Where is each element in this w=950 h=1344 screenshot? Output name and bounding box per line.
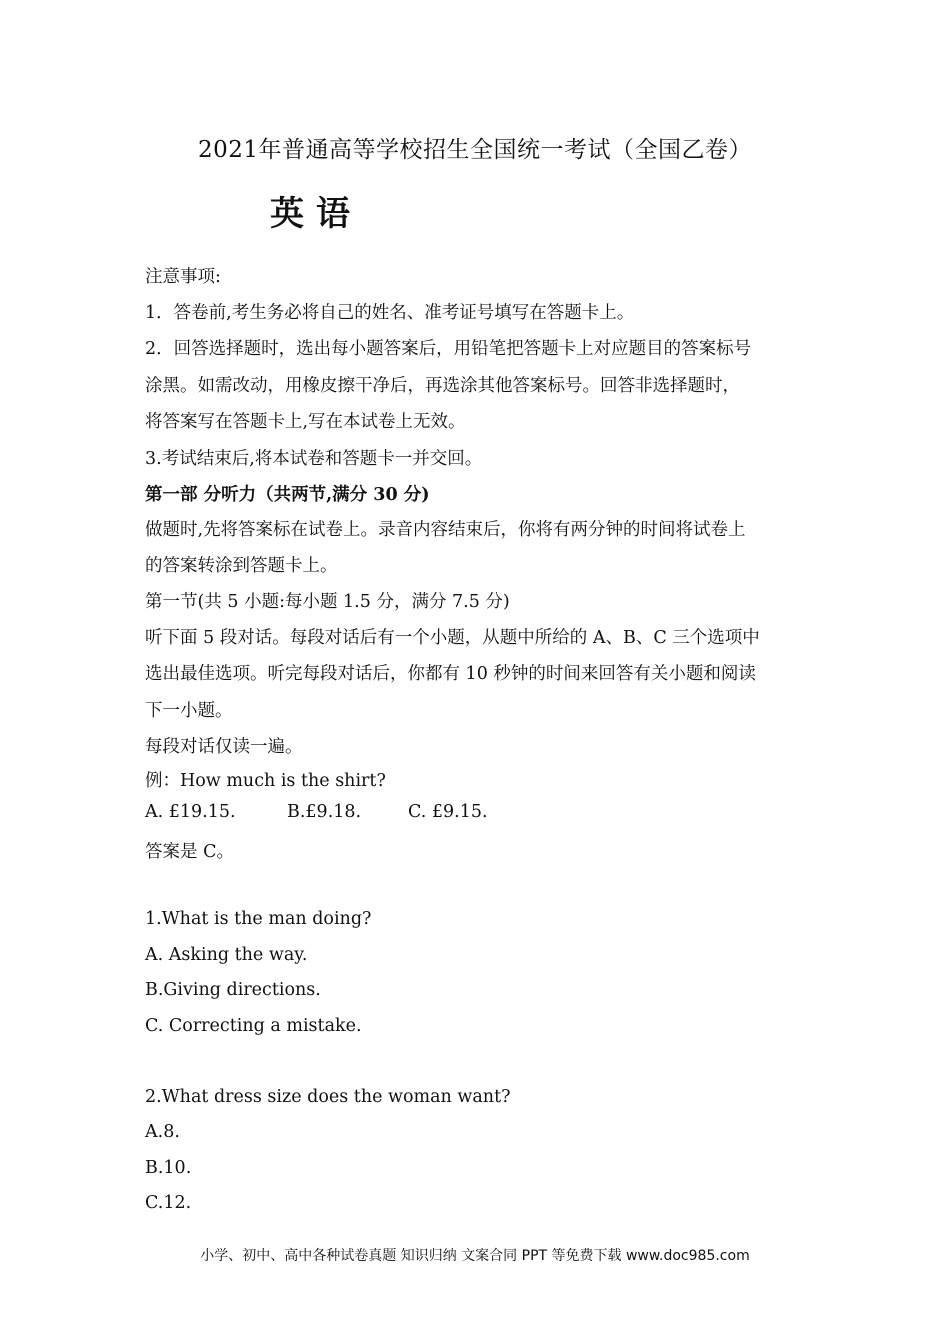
example-question: 例：How much is the shirt? <box>145 771 386 791</box>
read-once-note: 每段对话仅读一遍。 <box>145 737 303 757</box>
notice-item-2-line-2: 涂黑。如需改动，用橡皮擦干净后，再选涂其他答案标号。回答非选择题时， <box>145 376 740 396</box>
question-2-option-a: A.8. <box>145 1122 180 1142</box>
example-option-a: A. £19.15. <box>145 802 236 822</box>
section1-line-1: 听下面 5 段对话。每段对话后有一个小题，从题中所给的 A、B、C 三个选项中 <box>145 628 760 648</box>
notice-heading: 注意事项: <box>145 267 221 287</box>
part1-intro-line-2: 的答案转涂到答题卡上。 <box>145 556 338 576</box>
subject-heading: 英语 <box>270 194 362 234</box>
part1-intro-line-1: 做题时,先将答案标在试卷上。录音内容结束后，你将有两分钟的时间将试卷上 <box>145 520 746 540</box>
notice-item-2-line-1: 2．回答选择题时，选出每小题答案后，用铅笔把答题卡上对应题目的答案标号 <box>145 339 752 359</box>
footer-text: 小学、初中、高中各种试卷真题 知识归纳 文案合同 PPT 等免费下载 www.doc985.com <box>200 1248 750 1264</box>
example-answer: 答案是 C。 <box>145 842 234 862</box>
section1-line-2: 选出最佳选项。听完每段对话后，你都有 10 秒钟的时间来回答有关小题和阅读 <box>145 664 756 684</box>
section1-line-3: 下一小题。 <box>145 701 233 721</box>
section1-heading: 第一节(共 5 小题:每小题 1.5 分，满分 7.5 分) <box>145 592 510 612</box>
question-2-option-c: C.12. <box>145 1193 192 1213</box>
notice-item-3: 3.考试结束后,将本试卷和答题卡一并交回。 <box>145 449 483 469</box>
question-2-stem: 2.What dress size does the woman want? <box>145 1087 511 1107</box>
question-2-option-b: B.10. <box>145 1158 192 1178</box>
question-1-option-a: A. Asking the way. <box>145 945 308 965</box>
question-1-option-b: B.Giving directions. <box>145 980 321 1000</box>
question-1-stem: 1.What is the man doing? <box>145 909 372 929</box>
notice-item-1: 1．答卷前,考生务必将自己的姓名、准考证号填写在答题卡上。 <box>145 303 635 323</box>
example-option-b: B.£9.18. <box>287 802 362 822</box>
example-option-c: C. £9.15. <box>408 802 488 822</box>
question-1-option-c: C. Correcting a mistake. <box>145 1016 362 1036</box>
exam-title: 2021年普通高等学校招生全国统一考试（全国乙卷） <box>197 137 753 163</box>
notice-item-2-line-3: 将答案写在答题卡上,写在本试卷上无效。 <box>145 412 466 432</box>
part1-heading: 第一部 分听力（共两节,满分 30 分) <box>145 485 430 505</box>
